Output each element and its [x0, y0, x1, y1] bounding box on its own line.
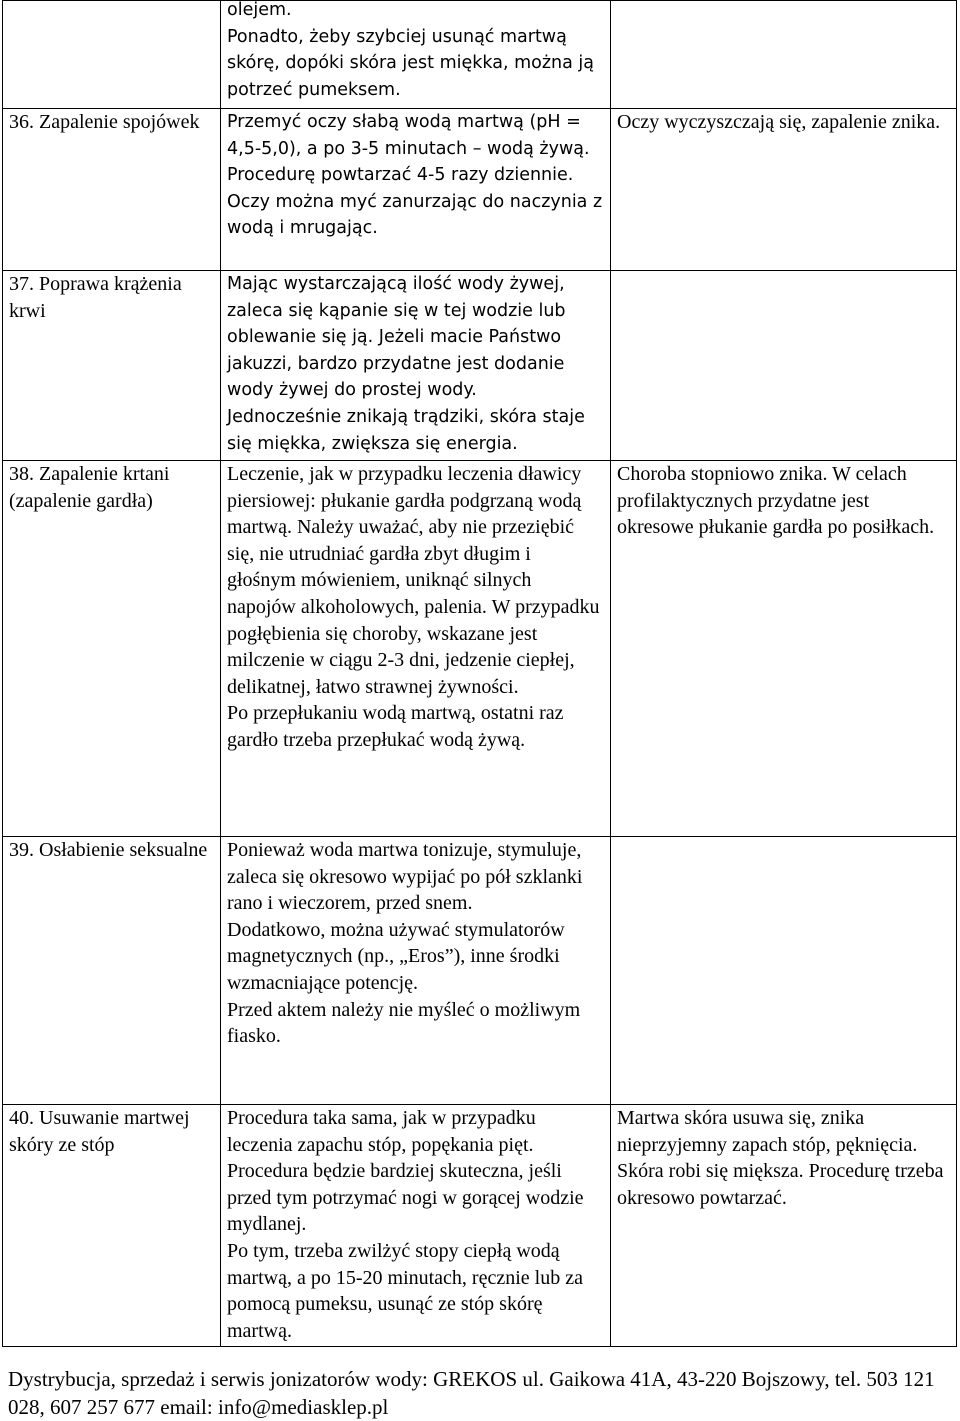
condition-cell: 39. Osłabienie seksualne	[3, 837, 221, 1105]
procedure-cell	[221, 461, 611, 837]
procedure-cell	[221, 271, 611, 461]
procedure-cell	[221, 1105, 611, 1347]
table-row	[3, 271, 957, 461]
procedure-paragraph: Ponadto, żeby szybciej usunąć martwą skórę, dopóki skóra jest miękka, można ją potrzeć pumeksem.	[227, 26, 594, 100]
condition-cell	[3, 1, 221, 109]
procedure-cell	[221, 109, 611, 271]
procedure-paragraph: olejem.	[227, 0, 292, 20]
procedure-paragraph: Procedurę powtarzać 4-5 razy dziennie. Oczy można myć zanurzając do naczynia z wodą i mrugając.	[227, 165, 603, 239]
procedure-paragraph: Leczenie, jak w przypadku leczenia dławicy piersiowej: płukanie gardła podgrzaną wodą martwą. Należy uważać, aby nie przeziębić się, nie utrudniać gardła zbyt długim i głośnym mówieniem, uniknąć silnych napojów alkoholowych, palenia. W przypadku pogłębienia się choroby, wskazane jest milczenie w ciągu 2-3 dni, jedzenie ciepłej, delikatnej, łatwo strawnej żywności.	[227, 463, 600, 698]
procedure-paragraph: Przed aktem należy nie myśleć o możliwym fiasko.	[227, 998, 581, 1048]
procedure-paragraph: Procedura taka sama, jak w przypadku leczenia zapachu stóp, popękania pięt.	[227, 1107, 536, 1156]
procedure-paragraph: Po tym, trzeba zwilżyć stopy ciepłą wodą martwą, a po 15-20 minutach, ręcznie lub za pomocą pumeksu, usunąć ze stóp skórę martwą.	[227, 1239, 583, 1342]
procedure-paragraph: Mając wystarczającą ilość wody żywej, zaleca się kąpanie się w tej wodzie lub oblewanie się ją. Jeżeli macie Państwo jakuzzi, bardzo przydatne jest dodanie wody żywej do prostej wody.	[227, 274, 566, 401]
condition-cell: 40. Usuwanie martwej skóry ze stóp	[3, 1105, 221, 1347]
table-row	[3, 461, 957, 837]
procedure-cell	[221, 1, 611, 109]
procedure-cell	[221, 837, 611, 1105]
result-cell: Martwa skóra usuwa się, znika nieprzyjemny zapach stóp, pęknięcia. Skóra robi się miększa. Procedurę trzeba okresowo powtarzać.	[611, 1105, 957, 1347]
result-cell	[611, 837, 957, 1105]
procedure-paragraph: Dodatkowo, można używać stymulatorów magnetycznych (np., „Eros”), inne środki wzmacniające potencję.	[227, 918, 565, 994]
procedure-paragraph: Jednocześnie znikają trądziki, skóra staje się miękka, zwiększa się energia.	[227, 406, 585, 454]
condition-cell: 38. Zapalenie krtani (zapalenie gardła)	[3, 461, 221, 837]
remedies-table	[2, 0, 957, 1347]
result-cell: Oczy wyczyszczają się, zapalenie znika.	[611, 109, 957, 271]
table-row	[3, 837, 957, 1105]
procedure-paragraph: Ponieważ woda martwa tonizuje, stymuluje, zaleca się okresowo wypijać po pół szklanki rano i wieczorem, przed snem.	[227, 839, 583, 915]
condition-cell: 37. Poprawa krążenia krwi	[3, 271, 221, 461]
result-cell	[611, 1, 957, 109]
result-cell	[611, 271, 957, 461]
table-row	[3, 109, 957, 271]
table-row	[3, 1105, 957, 1347]
procedure-paragraph: Po przepłukaniu wodą martwą, ostatni raz gardło trzeba przepłukać wodą żywą.	[227, 702, 564, 751]
procedure-paragraph: Procedura będzie bardziej skuteczna, jeśli przed tym potrzymać nogi w gorącej wodzie mydlanej.	[227, 1160, 584, 1236]
procedure-paragraph: Przemyć oczy słabą wodą martwą (pH = 4,5-5,0), a po 3-5 minutach – wodą żywą.	[227, 112, 590, 159]
footer-distribution-note: Dystrybucja, sprzedaż i serwis jonizatorów wody: GREKOS ul. Gaikowa 41A, 43-220 Bojszowy, tel. 503 121 028, 607 257 677 email: info@mediasklep.pl	[8, 1367, 935, 1419]
table-row	[3, 1, 957, 109]
result-cell: Choroba stopniowo znika. W celach profilaktycznych przydatne jest okresowe płukanie gardła po posiłkach.	[611, 461, 957, 837]
condition-cell: 36. Zapalenie spojówek	[3, 109, 221, 271]
